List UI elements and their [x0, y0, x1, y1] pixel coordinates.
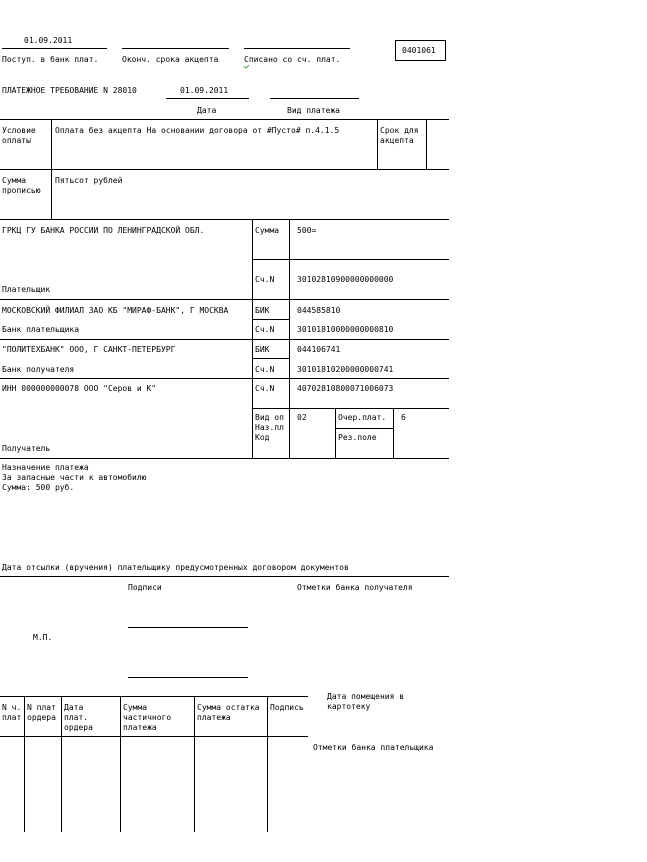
payer-bank-name: МОСКОВСКИЙ ФИЛИАЛ ЗАО КБ "МИРАФ-БАНК", Г МОСКВА — [2, 306, 229, 315]
received-line — [2, 48, 107, 49]
purpose-code-label: Наз.пл — [255, 423, 284, 432]
op-type-value: 02 — [297, 413, 307, 422]
signatures-label: Подписи — [128, 583, 162, 592]
receiver-bank-account-value: 30101810200000000741 — [297, 365, 394, 374]
op-type-label: Вид оп — [255, 413, 284, 422]
partial-header-bottom-line — [0, 736, 308, 737]
purpose-line-2: Сумма: 500 руб. — [2, 483, 75, 492]
signature-line-1 — [128, 627, 248, 628]
receiver-bank-name: "ПОЛИТЕХБАНК" ООО, Г САНКТ-ПЕТЕРБУРГ — [2, 345, 176, 354]
receiver-account-label: Сч.N — [255, 384, 275, 393]
code-label: Код — [255, 433, 270, 442]
reserve-label: Рез.поле — [338, 433, 377, 442]
partial-header-partial-sum: Сумма частичного платежа — [123, 703, 172, 732]
payment-type-label: Вид платежа — [287, 106, 340, 115]
acceptance-period-label: Срок для акцепта — [380, 126, 419, 145]
terms-top-line — [0, 119, 449, 120]
payer-bank-account-label: Сч.N — [255, 325, 275, 334]
payer-bank-bik-label: БИК — [255, 306, 270, 315]
partial-header-n-order: N плат ордера — [27, 703, 56, 722]
date-line — [166, 98, 249, 99]
partial-header-n-part: N ч. плат — [2, 703, 22, 722]
payer-bank-bik-line — [252, 319, 289, 320]
receiver-bottom-line — [0, 458, 449, 459]
partial-table-top-line — [0, 696, 308, 697]
receiver-name: ИНН 000000000078 ООО "Серов и К" — [2, 384, 157, 393]
terms-divider-3 — [426, 119, 427, 169]
receiver-label: Получатель — [2, 444, 51, 453]
receiver-account-value: 40702810800071006073 — [297, 384, 394, 393]
receiver-bank-label: Банк получателя — [2, 365, 75, 374]
priority-value: 6 — [401, 413, 406, 422]
priority-label: Очер.плат. — [338, 413, 387, 422]
debited-line — [244, 48, 350, 49]
amount-words-value: Пятьсот рублей — [55, 176, 123, 185]
payment-terms-label: Условие оплаты — [2, 126, 36, 145]
date-label: Дата — [197, 106, 217, 115]
priority-line — [335, 428, 393, 429]
amount-cell-line — [252, 259, 449, 260]
partial-col-4 — [194, 696, 195, 832]
document-title: ПЛАТЕЖНОЕ ТРЕБОВАНИЕ N 28010 — [2, 86, 137, 95]
op-type-labels — [255, 413, 291, 443]
payer-account-label: Сч.N — [255, 275, 275, 284]
acceptance-end-label: Оконч. срока акцепта — [122, 55, 219, 64]
partial-header-signature: Подпись — [270, 703, 304, 712]
documents-sent-label: Дата отсылки (вручения) плательщику предусмотренных договором документов — [2, 563, 349, 572]
partial-header-order-date: Дата плат. ордера — [64, 703, 93, 732]
purpose-label: Назначение платежа — [2, 463, 89, 472]
terms-divider-2 — [377, 119, 378, 169]
partial-col-2 — [61, 696, 62, 832]
receiver-bank-bik-value: 044106741 — [297, 345, 341, 354]
payer-bank-account-value: 30101810000000000810 — [297, 325, 394, 334]
payer-amount-value: 500= — [297, 226, 317, 235]
partial-col-3 — [120, 696, 121, 832]
payer-bank-bik-value: 044585810 — [297, 306, 341, 315]
payer-bottom-line — [0, 299, 449, 300]
amount-bottom-line — [0, 219, 449, 220]
amount-words-label: Сумма прописью — [2, 176, 41, 195]
purpose-line-1: За запасные части к автомобилю — [2, 473, 147, 482]
payment-terms-value: Оплата без акцепта На основании договора от #Пусто# п.4.1.5 — [55, 126, 340, 135]
receiver-bank-bik-label: БИК — [255, 345, 270, 354]
terms-bottom-line — [0, 169, 449, 170]
partial-col-1 — [24, 696, 25, 832]
payer-name: ГРКЦ ГУ БАНКА РОССИИ ПО ЛЕНИНГРАДСКОЙ ОБЛ. — [2, 226, 205, 235]
debited-label: Списано со сч. плат. — [244, 55, 341, 64]
acceptance-end-line — [122, 48, 229, 49]
receiver-bank-bik-line — [252, 358, 289, 359]
form-code: 0401061 — [402, 46, 436, 55]
card-date-label: Дата помещения в картотеку — [327, 692, 405, 711]
payer-bank-marks-label: Отметки банка плательщика — [313, 743, 434, 752]
receiver-bank-account-label: Сч.N — [255, 365, 275, 374]
payment-type-line — [270, 98, 359, 99]
receiver-bank-marks-label: Отметки банка получателя — [297, 583, 413, 592]
payer-bank-bottom-line — [0, 339, 449, 340]
partial-header-remaining-sum: Сумма остатка платежа — [197, 703, 260, 722]
payer-bank-label: Банк плательщика — [2, 325, 80, 334]
signature-line-2 — [128, 677, 248, 678]
receiver-account-line — [252, 408, 449, 409]
receiver-bank-bottom-line — [0, 378, 449, 379]
receiver-divider-4 — [393, 408, 394, 459]
received-date: 01.09.2011 — [24, 36, 73, 45]
received-label: Поступ. в банк плат. — [2, 55, 99, 64]
receiver-divider-3 — [335, 408, 336, 459]
documents-sent-line — [0, 576, 449, 577]
stamp-label: М.П. — [33, 633, 53, 642]
document-date: 01.09.2011 — [180, 86, 229, 95]
payer-amount-label: Сумма — [255, 226, 280, 235]
payer-account-value: 30102810900000000000 — [297, 275, 394, 284]
partial-col-5 — [267, 696, 268, 832]
payer-label: Плательщик — [2, 285, 51, 294]
